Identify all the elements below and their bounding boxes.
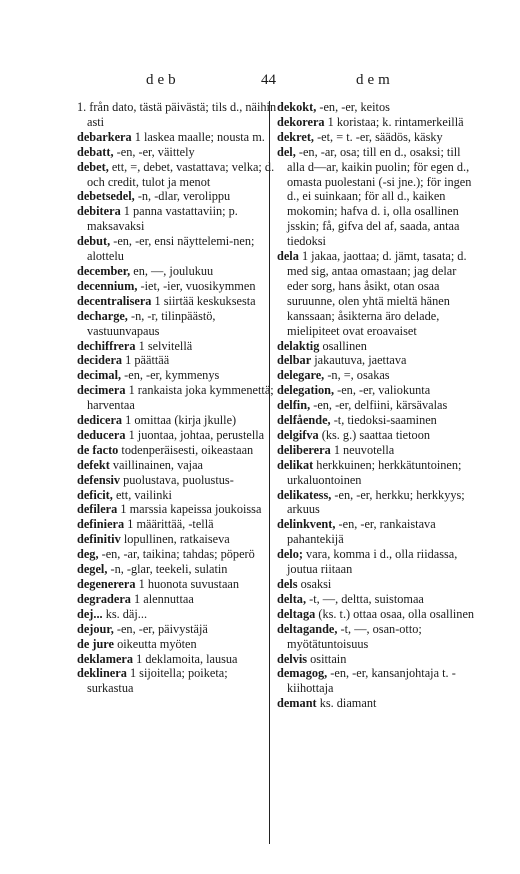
entry-headword: debet,: [77, 159, 109, 174]
entry-headword: delo;: [277, 547, 303, 562]
entry-definition: todenperäisesti, oikeastaan: [121, 442, 254, 457]
dictionary-entry: [77, 189, 277, 204]
entry-headword: de jure: [77, 636, 114, 651]
entry-headword: demagog,: [277, 666, 328, 681]
entry-headword: demant: [277, 696, 317, 711]
dictionary-entry: [77, 652, 277, 667]
dictionary-entry: [77, 502, 277, 517]
right-column: [277, 100, 477, 711]
entry-definition: -en, -ar, taikina; tahdas; pöperö: [101, 547, 255, 562]
dictionary-entry: [77, 592, 277, 607]
entry-definition: vara, komma i d., olla riidassa, joutua riitaan: [287, 547, 458, 577]
dictionary-entry: [77, 666, 277, 696]
dictionary-entry: [277, 592, 477, 607]
entry-definition: 1 rankaista joka kymmenettä; harventaa: [87, 383, 274, 413]
dictionary-entry: [77, 204, 277, 234]
dictionary-entry: [77, 413, 277, 428]
entry-definition: -n, -dlar, verolippu: [137, 189, 231, 204]
column-divider: [269, 101, 270, 844]
entry-headword: delbar: [277, 353, 312, 368]
dictionary-entry: [77, 607, 277, 622]
entry-definition: 1 omittaa (kirja jkulle): [125, 413, 237, 428]
entry-headword: dej...: [77, 606, 103, 621]
dictionary-entry: [277, 339, 477, 354]
entry-headword: debetsedel,: [77, 189, 135, 204]
dictionary-entry: [277, 517, 477, 547]
entry-definition: -en, -ar, osa; till en d., osaksi; till alla d—ar, kaikin puolin; för egen d., omasta puolestani (-si jne.); för ingen d., ei suinkaan; för all d., kaiken mokomin; hafva d. i, olla osallinen jsskin; få, gifva del af, saada, antaa tiedoksi: [287, 144, 472, 249]
entry-headword: defilera: [77, 502, 118, 517]
entry-definition: 1 juontaa, johtaa, perustella: [128, 427, 265, 442]
entry-headword: delinkvent,: [277, 517, 336, 532]
entry-headword: delfående,: [277, 413, 331, 428]
entry-headword: debarkera: [77, 129, 132, 144]
entry-headword: degenerera: [77, 577, 136, 591]
entry-headword: dela: [277, 249, 299, 264]
dictionary-entry: [77, 368, 277, 383]
entry-definition: -en, -er, kansanjohtaja t. -kiihottaja: [287, 666, 456, 696]
entry-definition: ett, =, debet, vastattava; velka; d. och credit, tulot ja menot: [87, 159, 275, 189]
dictionary-entry: [77, 473, 277, 488]
entry-headword: delgifva: [277, 427, 319, 442]
dictionary-entry: [77, 517, 277, 532]
entry-headword: dekokt,: [277, 100, 317, 114]
entry-definition: 1. från dato, tästä päivästä; tils d., näihin asti: [77, 100, 277, 129]
entry-headword: debitera: [77, 204, 121, 219]
entry-headword: defensiv: [77, 472, 121, 487]
entry-definition: 1 siirtää keskuksesta: [154, 293, 256, 308]
entry-headword: dejour,: [77, 621, 114, 636]
entry-definition: 1 koristaa; k. rintamerkeillä: [327, 114, 464, 129]
dictionary-entry: [277, 607, 477, 622]
entry-headword: decimera: [77, 383, 126, 398]
page-header: [0, 72, 520, 92]
entry-headword: delta,: [277, 591, 307, 606]
dictionary-entry: [77, 622, 277, 637]
dictionary-entry: [277, 130, 477, 145]
dictionary-entry: [277, 413, 477, 428]
entry-headword: debatt,: [77, 144, 114, 159]
dictionary-entry: [277, 398, 477, 413]
entry-headword: dels: [277, 577, 298, 591]
entry-headword: decennium,: [77, 278, 138, 293]
dictionary-entry: [77, 100, 277, 130]
dictionary-entry: [77, 443, 277, 458]
dictionary-entry: [77, 234, 277, 264]
entry-definition: -en, -er, rankaistava pahantekijä: [287, 517, 436, 547]
entry-definition: 1 selvitellä: [138, 338, 193, 353]
dictionary-entry: [77, 428, 277, 443]
dictionary-entry: [277, 458, 477, 488]
dictionary-entry: [277, 547, 477, 577]
entry-headword: defekt: [77, 457, 110, 472]
entry-definition: 1 deklamoita, lausua: [136, 651, 238, 666]
entry-definition: -n, =, osakas: [327, 368, 390, 383]
entry-definition: -en, -er, kymmenys: [124, 368, 220, 383]
dictionary-entry: [277, 115, 477, 130]
entry-definition: -en, -er, ensi näyttelemi-nen; alottelu: [87, 234, 255, 264]
dictionary-entry: [277, 577, 477, 592]
dictionary-entry: [277, 652, 477, 667]
dictionary-entry: [77, 532, 277, 547]
entry-headword: dekret,: [277, 129, 314, 144]
entry-definition: 1 marssia kapeissa joukoissa: [120, 502, 262, 517]
entry-definition: -en, -er, herkku; herkkyys; arkuus: [287, 487, 465, 517]
entry-definition: ks. däj...: [105, 606, 148, 621]
header-right-guideword: dem: [356, 72, 394, 88]
entry-headword: delikatess,: [277, 487, 332, 502]
entry-definition: ks. diamant: [319, 696, 377, 711]
entry-headword: dekorera: [277, 114, 325, 129]
dictionary-entry: [277, 428, 477, 443]
entry-definition: -et, = t. -er, säädös, käsky: [317, 129, 443, 144]
page-number: 44: [261, 72, 276, 88]
dictionary-entry: [277, 249, 477, 338]
entry-headword: deklinera: [77, 666, 127, 681]
dictionary-entry: [277, 100, 477, 115]
entry-definition: -en, -er, delfiini, kärsävalas: [313, 398, 448, 413]
entry-headword: de facto: [77, 442, 119, 457]
dictionary-entry: [77, 264, 277, 279]
dictionary-entry: [277, 696, 477, 711]
dictionary-entry: [77, 145, 277, 160]
entry-definition: -en, -er, väittely: [116, 144, 195, 159]
dictionary-entry: [77, 309, 277, 339]
entry-definition: ett, vailinki: [115, 487, 172, 502]
entry-definition: -t, tiedoksi-saaminen: [333, 413, 437, 428]
entry-headword: delikat: [277, 457, 314, 472]
dictionary-entry: [77, 577, 277, 592]
entry-definition: 1 määrittää, -tellä: [127, 517, 214, 532]
entry-headword: deliberera: [277, 442, 331, 457]
entry-definition: -en, -er, valiokunta: [337, 383, 431, 398]
entry-headword: delegare,: [277, 368, 325, 383]
entry-definition: 1 huonota suvustaan: [138, 577, 240, 591]
entry-definition: -n, -glar, teekeli, sulatin: [110, 562, 228, 577]
dictionary-entry: [77, 458, 277, 473]
dictionary-entry: [77, 339, 277, 354]
entry-headword: deltagande,: [277, 621, 338, 636]
dictionary-entry: [77, 294, 277, 309]
entry-definition: jakautuva, jaettava: [314, 353, 407, 368]
entry-headword: decentralisera: [77, 293, 152, 308]
entry-definition: oikeutta myöten: [117, 636, 197, 651]
dictionary-entry: [277, 488, 477, 518]
entry-definition: 1 panna vastattaviin; p. maksavaksi: [87, 204, 238, 234]
entry-definition: puolustava, puolustus-: [123, 472, 234, 487]
entry-definition: herkkuinen; herkkätuntoinen; urkaluontoinen: [287, 457, 462, 487]
entry-headword: debut,: [77, 234, 111, 249]
entry-definition: 1 laskea maalle; nousta m.: [134, 129, 265, 144]
dictionary-entry: [277, 666, 477, 696]
entry-definition: -t, —, osan-otto; myötätuntoisuus: [287, 621, 422, 651]
dictionary-entry: [277, 368, 477, 383]
dictionary-entry: [77, 130, 277, 145]
entry-definition: vaillinainen, vajaa: [112, 457, 204, 472]
entry-headword: decidera: [77, 353, 123, 368]
entry-headword: del,: [277, 144, 296, 159]
dictionary-entry: [77, 383, 277, 413]
dictionary-entry: [277, 443, 477, 458]
dictionary-entry: [277, 383, 477, 398]
entry-headword: deg,: [77, 547, 99, 562]
entry-headword: definiera: [77, 517, 125, 532]
dictionary-entry: [77, 353, 277, 368]
dictionary-entry: [277, 353, 477, 368]
entry-headword: deklamera: [77, 651, 134, 666]
entry-headword: decimal,: [77, 368, 122, 383]
dictionary-entry: [277, 622, 477, 652]
dictionary-entry: [77, 160, 277, 190]
entry-headword: delaktig: [277, 338, 320, 353]
entry-definition: -t, —, deltta, suistomaa: [309, 591, 424, 606]
entry-definition: 1 jakaa, jaottaa; d. jämt, tasata; d. med sig, antaa omastaan; jag delar eder sorg, hans åsikt, otan osaa suruunne, olen yhtä mieltä hänen kanssaan; åsikterna äro delade, mielipiteet ovat eroavaiset: [287, 249, 467, 338]
entry-definition: osittain: [310, 651, 347, 666]
entry-headword: deficit,: [77, 487, 113, 502]
entry-definition: (ks. g.) saattaa tietoon: [321, 427, 430, 442]
entry-definition: osallinen: [322, 338, 367, 353]
entry-headword: definitiv: [77, 532, 121, 547]
dictionary-entry: [77, 279, 277, 294]
left-column: [77, 100, 277, 696]
entry-headword: deducera: [77, 427, 126, 442]
dictionary-entry: [77, 562, 277, 577]
entry-headword: delegation,: [277, 383, 335, 398]
entry-definition: 1 sijoitella; poiketa; surkastua: [87, 666, 228, 696]
entry-headword: dedicera: [77, 413, 123, 428]
entry-definition: (ks. t.) ottaa osaa, olla osallinen: [318, 606, 475, 621]
entry-headword: dechiffrera: [77, 338, 136, 353]
dictionary-entry: [77, 547, 277, 562]
entry-headword: december,: [77, 263, 131, 278]
dictionary-entry: [77, 488, 277, 503]
entry-headword: degradera: [77, 591, 131, 606]
entry-definition: 1 neuvotella: [333, 442, 395, 457]
entry-headword: delfin,: [277, 398, 311, 413]
entry-definition: 1 päättää: [125, 353, 170, 368]
entry-definition: 1 alennuttaa: [134, 591, 194, 606]
entry-headword: deltaga: [277, 606, 316, 621]
entry-definition: -en, -er, päivystäjä: [116, 621, 208, 636]
entry-definition: -iet, -ier, vuosikymmen: [140, 278, 256, 293]
entry-headword: decharge,: [77, 308, 128, 323]
entry-headword: delvis: [277, 651, 308, 666]
entry-definition: lopullinen, ratkaiseva: [123, 532, 230, 547]
entry-definition: en, —, joulukuu: [133, 263, 214, 278]
entry-definition: -en, -er, keitos: [319, 100, 390, 114]
header-left-guideword: deb: [146, 72, 180, 88]
dictionary-entry: [77, 637, 277, 652]
entry-definition: -n, -r, tilinpäästö, vastuunvapaus: [87, 308, 216, 338]
entry-definition: osaksi: [300, 577, 332, 591]
entry-headword: degel,: [77, 562, 108, 577]
dictionary-entry: [277, 145, 477, 249]
